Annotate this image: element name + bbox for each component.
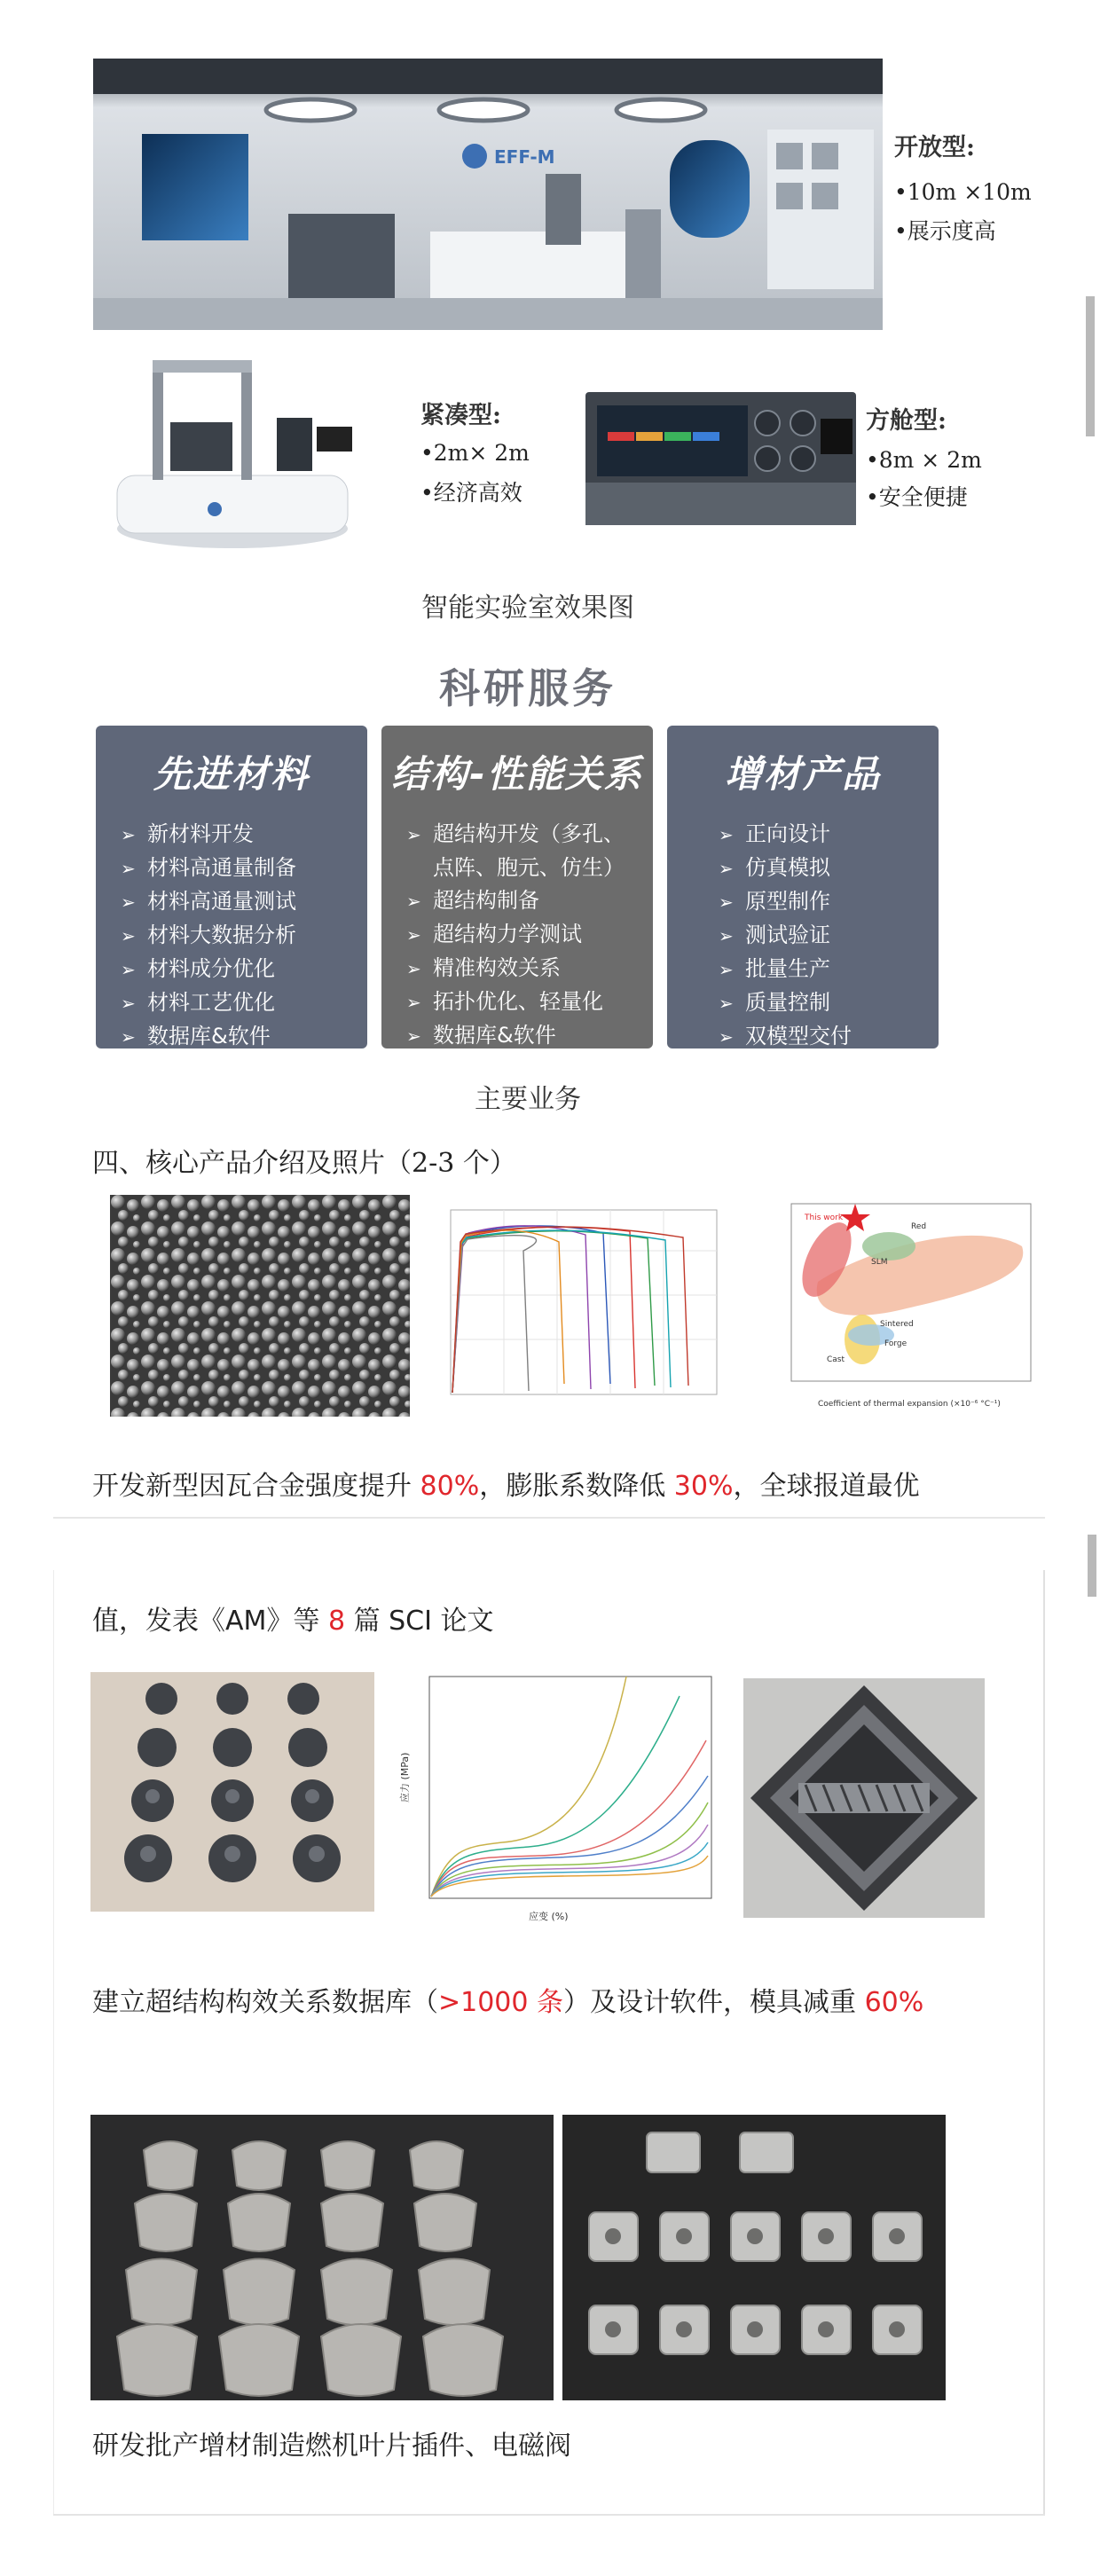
arrow-icon: ➢ bbox=[719, 993, 734, 1014]
arrow-icon: ➢ bbox=[121, 891, 136, 913]
compression-xlabel: 应变 (%) bbox=[529, 1911, 569, 1922]
open-type-feature: •展示度高 bbox=[894, 218, 996, 244]
list-item: ➢ 材料高通量测试 bbox=[121, 885, 367, 919]
scatter-label-red: Red bbox=[911, 1222, 927, 1231]
strength-vs-cte-chart bbox=[765, 1193, 1040, 1422]
compact-lab-photo bbox=[108, 342, 365, 555]
lattice-samples-photo bbox=[90, 1672, 374, 1912]
section-heading: 四、核心产品介绍及照片（2-3 个） bbox=[92, 1148, 516, 1179]
card-title: 结构-性能关系 bbox=[391, 752, 643, 796]
list-item: ➢ 批量生产 bbox=[719, 953, 939, 986]
list-item: ➢ 拓扑优化、轻量化 bbox=[406, 986, 653, 1019]
list-item: ➢ 材料成分优化 bbox=[121, 953, 367, 986]
arrow-icon: ➢ bbox=[121, 1026, 136, 1048]
arrow-icon: ➢ bbox=[406, 924, 421, 946]
powder-sem-photo bbox=[110, 1195, 410, 1417]
batch-production-line: 研发批产增材制造燃机叶片插件、电磁阀 bbox=[92, 2431, 571, 2462]
page-frame-right bbox=[1043, 1570, 1045, 2514]
cabin-lab-photo bbox=[581, 383, 860, 534]
list-item: ➢ 超结构开发（多孔、 bbox=[406, 818, 653, 852]
scatter-label-forge: Forge bbox=[884, 1339, 908, 1348]
arrow-icon: ➢ bbox=[406, 992, 421, 1013]
scatter-label-slm: SLM bbox=[871, 1258, 888, 1267]
arrow-icon: ➢ bbox=[406, 958, 421, 979]
cabin-type-size: •8m × 2m bbox=[866, 447, 982, 473]
arrow-icon: ➢ bbox=[719, 858, 734, 879]
services-caption: 主要业务 bbox=[475, 1084, 581, 1115]
list-item: 点阵、胞元、仿生） bbox=[433, 855, 625, 880]
cabin-type-feature: •安全便捷 bbox=[866, 484, 968, 510]
compression-curve-chart bbox=[396, 1669, 722, 1927]
arrow-icon: ➢ bbox=[121, 925, 136, 946]
list-item: ➢ 新材料开发 bbox=[121, 818, 367, 852]
list-item: ➢ 材料高通量制备 bbox=[121, 852, 367, 885]
publication-line: 值，发表《AM》等 8 篇 SCI 论文 bbox=[92, 1606, 494, 1637]
arrow-icon: ➢ bbox=[719, 824, 734, 845]
arrow-icon: ➢ bbox=[406, 891, 421, 912]
database-result-line: 建立超结构构效关系数据库（>1000 条）及设计软件，模具减重 60% bbox=[92, 1987, 924, 2018]
arrow-icon: ➢ bbox=[406, 824, 421, 845]
list-item: ➢ 数据库&软件 bbox=[406, 1019, 653, 1053]
list-item: ➢ 质量控制 bbox=[719, 986, 939, 1020]
list-item: ➢ 数据库&软件 bbox=[121, 1020, 367, 1054]
turbine-blade-inserts-photo bbox=[90, 2115, 554, 2400]
arrow-icon: ➢ bbox=[121, 993, 136, 1014]
mold-structure-photo bbox=[743, 1678, 985, 1918]
service-card-structure bbox=[381, 726, 653, 1048]
compact-type-title: 紧凑型: bbox=[420, 402, 501, 429]
page-frame-left bbox=[53, 1570, 54, 2514]
list-item: ➢ 测试验证 bbox=[719, 919, 939, 953]
compact-type-feature: •经济高效 bbox=[420, 480, 522, 506]
compression-ylabel: 应力 (MPa) bbox=[399, 1752, 411, 1802]
arrow-icon: ➢ bbox=[121, 858, 136, 879]
arrow-icon: ➢ bbox=[719, 1026, 734, 1048]
solenoid-valves-photo bbox=[562, 2115, 946, 2400]
page-divider bbox=[53, 1517, 1045, 1519]
page-edge-marker bbox=[1088, 1535, 1096, 1597]
cabin-type-title: 方舱型: bbox=[866, 407, 947, 435]
card-title: 增材产品 bbox=[724, 752, 881, 796]
scatter-label-this-work: This work bbox=[805, 1213, 844, 1222]
arrow-icon: ➢ bbox=[121, 824, 136, 845]
arrow-icon: ➢ bbox=[719, 959, 734, 980]
list-item: ➢ 精准构效关系 bbox=[406, 952, 653, 986]
list-item: ➢ 正向设计 bbox=[719, 818, 939, 852]
open-type-title: 开放型: bbox=[894, 134, 975, 161]
list-item: ➢ 仿真模拟 bbox=[719, 852, 939, 885]
card-title: 先进材料 bbox=[153, 752, 310, 796]
list-item: ➢ 超结构制备 bbox=[406, 884, 653, 918]
service-card-am-products bbox=[667, 726, 939, 1048]
list-item: ➢ 原型制作 bbox=[719, 885, 939, 919]
arrow-icon: ➢ bbox=[121, 959, 136, 980]
page-frame-bottom bbox=[53, 2514, 1045, 2516]
open-lab-photo bbox=[93, 59, 883, 330]
list-item: ➢ 材料工艺优化 bbox=[121, 986, 367, 1020]
open-type-size: •10m ×10m bbox=[894, 179, 1032, 205]
list-item: ➢ 材料大数据分析 bbox=[121, 919, 367, 953]
arrow-icon: ➢ bbox=[406, 1025, 421, 1047]
compact-type-size: •2m× 2m bbox=[420, 440, 530, 466]
list-item: ➢ 双模型交付 bbox=[719, 1020, 939, 1054]
invar-result-line: 开发新型因瓦合金强度提升 80%，膨胀系数降低 30%，全球报道最优 bbox=[92, 1471, 920, 1502]
lab-caption: 智能实验室效果图 bbox=[421, 593, 634, 624]
scatter-xlabel: Coefficient of thermal expansion (×10⁻⁶ °C⁻¹) bbox=[818, 1400, 1001, 1409]
booth-logo-text: EFF-M bbox=[494, 146, 555, 168]
page-edge-marker bbox=[1086, 296, 1095, 436]
arrow-icon: ➢ bbox=[719, 891, 734, 913]
stress-strain-chart bbox=[426, 1198, 727, 1419]
arrow-icon: ➢ bbox=[719, 925, 734, 946]
list-item: ➢ 超结构力学测试 bbox=[406, 918, 653, 952]
scatter-label-sintered: Sintered bbox=[880, 1320, 914, 1329]
scatter-label-cast: Cast bbox=[827, 1355, 845, 1364]
service-card-materials bbox=[96, 726, 367, 1048]
services-title: 科研服务 bbox=[439, 664, 617, 712]
